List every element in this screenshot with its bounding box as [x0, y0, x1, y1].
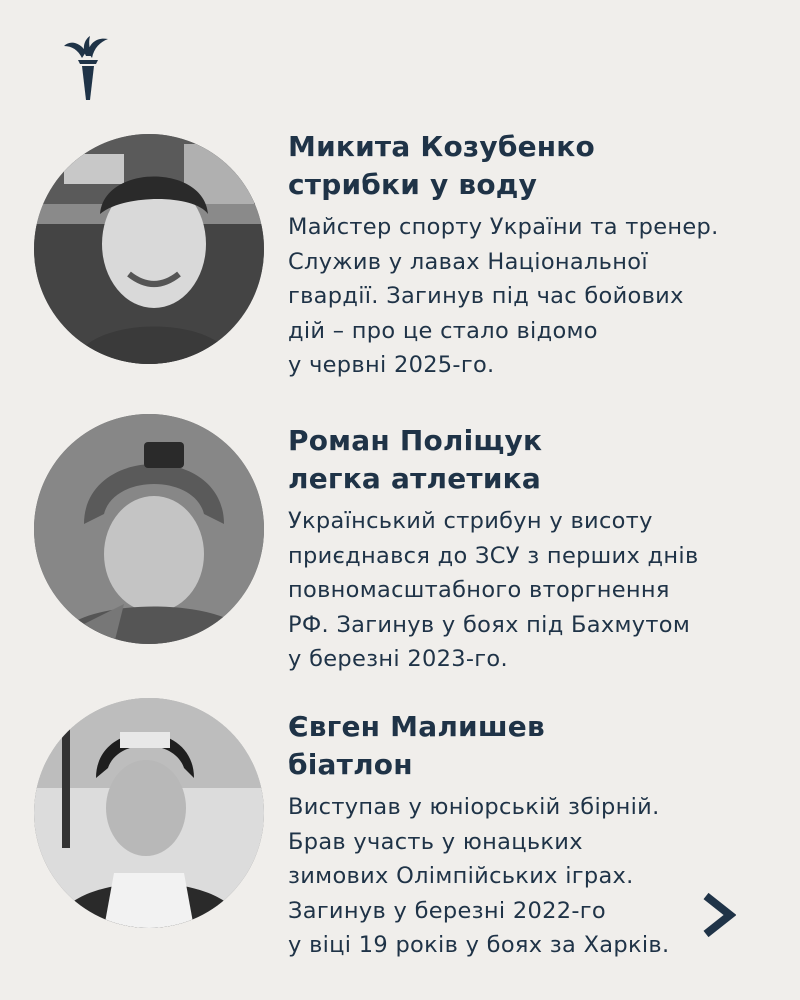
bio-line: Служив у лавах Національної — [288, 248, 648, 275]
bio-line: Загинув у березні 2022-го — [288, 897, 606, 924]
bio-line: приєднався до ЗСУ з перших днів — [288, 542, 699, 569]
athlete-name: Микита Козубенко — [288, 130, 595, 163]
athlete-photo-image — [34, 414, 264, 644]
bio-line: у червні 2025-го. — [288, 352, 495, 378]
athlete-name: Євген Малишев — [288, 710, 545, 743]
torch-flame-logo-icon — [62, 36, 112, 102]
bio-line: повномасштабного вторгнення — [288, 577, 670, 603]
bio-line: РФ. Загинув у боях під Бахмутом — [288, 611, 691, 638]
bio-line: у віці 19 років у боях за Харків. — [288, 932, 670, 958]
athlete-photo-image — [34, 134, 264, 364]
bio-line: гвардії. Загинув під час бойових — [288, 283, 684, 309]
athlete-name: Роман Поліщук — [288, 424, 543, 457]
bio-line: Майстер спорту України та тренер. — [288, 214, 719, 240]
bio-line: Український стрибун у висоту — [288, 508, 653, 534]
bio-line: у березні 2023-го. — [288, 646, 508, 672]
athlete-sport: легка атлетика — [288, 462, 541, 495]
bio-line: дій – про це стало відомо — [288, 317, 598, 344]
athlete-photo — [34, 698, 264, 928]
athlete-photo-image — [34, 698, 264, 928]
athlete-bio — [288, 210, 768, 383]
chevron-right-icon[interactable] — [700, 892, 736, 938]
bio-line: Виступав у юніорській збірній. — [288, 794, 660, 820]
athlete-sport: біатлон — [288, 748, 413, 781]
athlete-bio — [288, 504, 768, 677]
bio-line: Брав участь у юнацьких — [288, 828, 583, 855]
athlete-sport: стрибки у воду — [288, 168, 538, 201]
athlete-photo — [34, 134, 264, 364]
athlete-photo — [34, 414, 264, 644]
bio-line: зимових Олімпійських іграх. — [288, 863, 634, 889]
athlete-bio — [288, 790, 768, 963]
